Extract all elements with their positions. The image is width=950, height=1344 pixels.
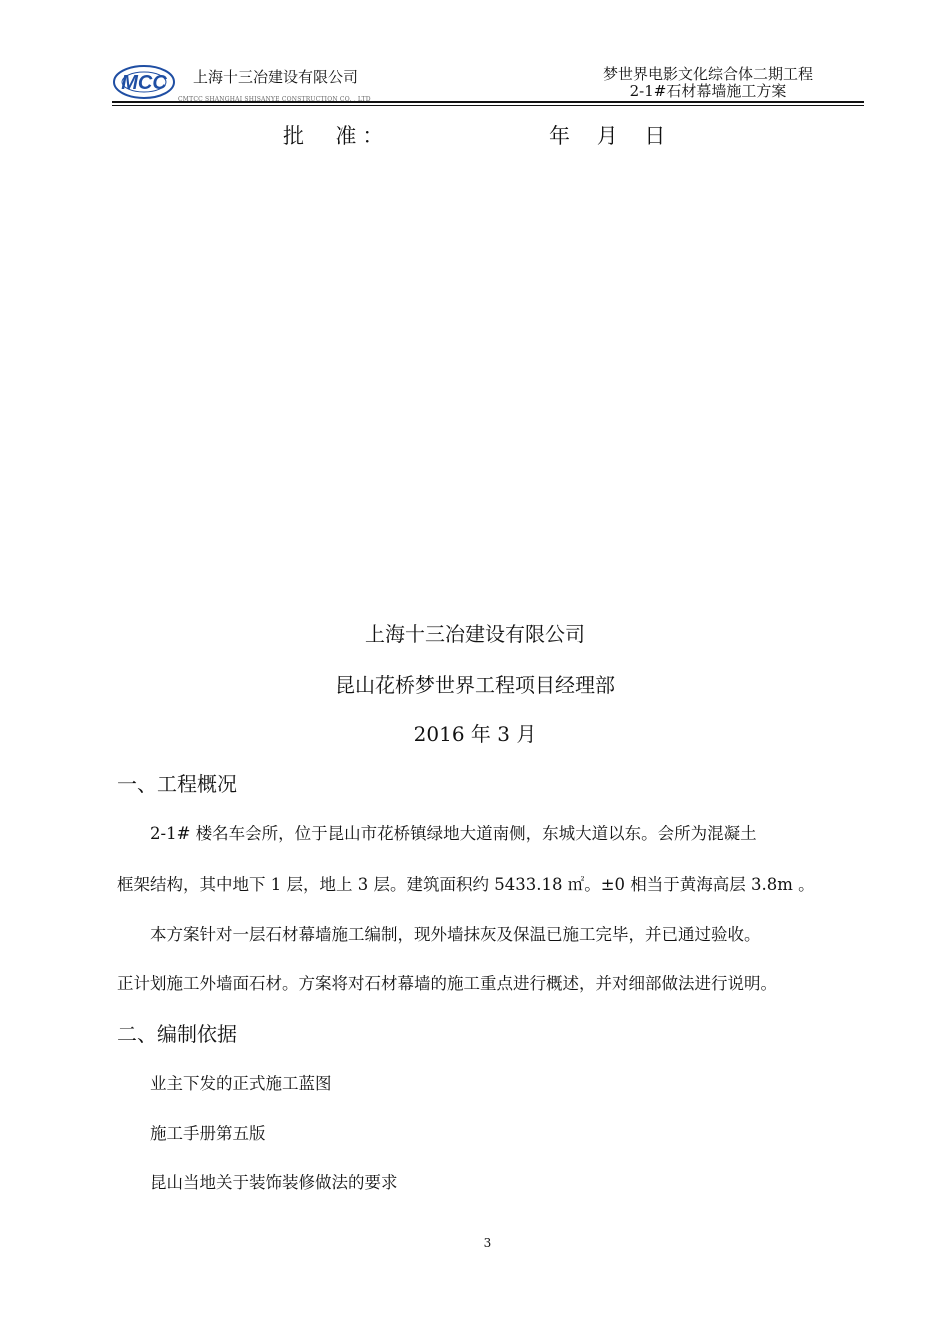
- list-item: 昆山当地关于装饰装修做法的要求: [150, 1173, 398, 1192]
- header-rule: [112, 101, 864, 103]
- header-company: 上海十三冶建设有限公司: [193, 68, 359, 86]
- section-2-title: 二、编制依据: [117, 1022, 237, 1046]
- cover-department: 昆山花桥梦世界工程项目经理部: [335, 673, 615, 697]
- section-1-para-1-line-1: 2-1# 楼名车会所，位于昆山市花桥镇绿地大道南侧，东城大道以东。会所为混凝土: [150, 824, 757, 843]
- section-1-para-2-line-2: 正计划施工外墙面石材。方案将对石材幕墙的施工重点进行概述，并对细部做法进行说明。: [117, 974, 777, 993]
- header-plan-name: 2-1#石材幕墙施工方案: [629, 82, 787, 100]
- section-1-para-2-line-1: 本方案针对一层石材幕墙施工编制，现外墙抹灰及保温已施工完毕，并已通过验收。: [150, 925, 761, 944]
- list-item: 业主下发的正式施工蓝图: [150, 1074, 332, 1093]
- header-company-en: CMTCC SHANGHAI SHISANYE CONSTRUCTION CO. , LTD: [178, 96, 371, 103]
- header-project: [560, 66, 856, 100]
- logo-text: MCC: [121, 72, 167, 94]
- approval-date: 年 月 日: [549, 124, 666, 148]
- section-1-para-1-line-2: 框架结构，其中地下 1 层，地上 3 层。建筑面积约 5433.18 ㎡。±0 相当于黄海高层 3.8m 。: [117, 875, 815, 894]
- header-project-name: 梦世界电影文化综合体二期工程: [602, 65, 813, 83]
- list-item: 施工手册第五版: [150, 1124, 266, 1143]
- cover-company: 上海十三冶建设有限公司: [365, 622, 585, 646]
- section-1-title: 一、工程概况: [117, 772, 237, 796]
- approval-label: 批 准：: [283, 124, 390, 148]
- header-rule-thin: [112, 105, 864, 106]
- cover-date: 2016 年 3 月: [413, 722, 537, 746]
- page-number: 3: [483, 1236, 492, 1250]
- mcc-logo: [112, 62, 176, 102]
